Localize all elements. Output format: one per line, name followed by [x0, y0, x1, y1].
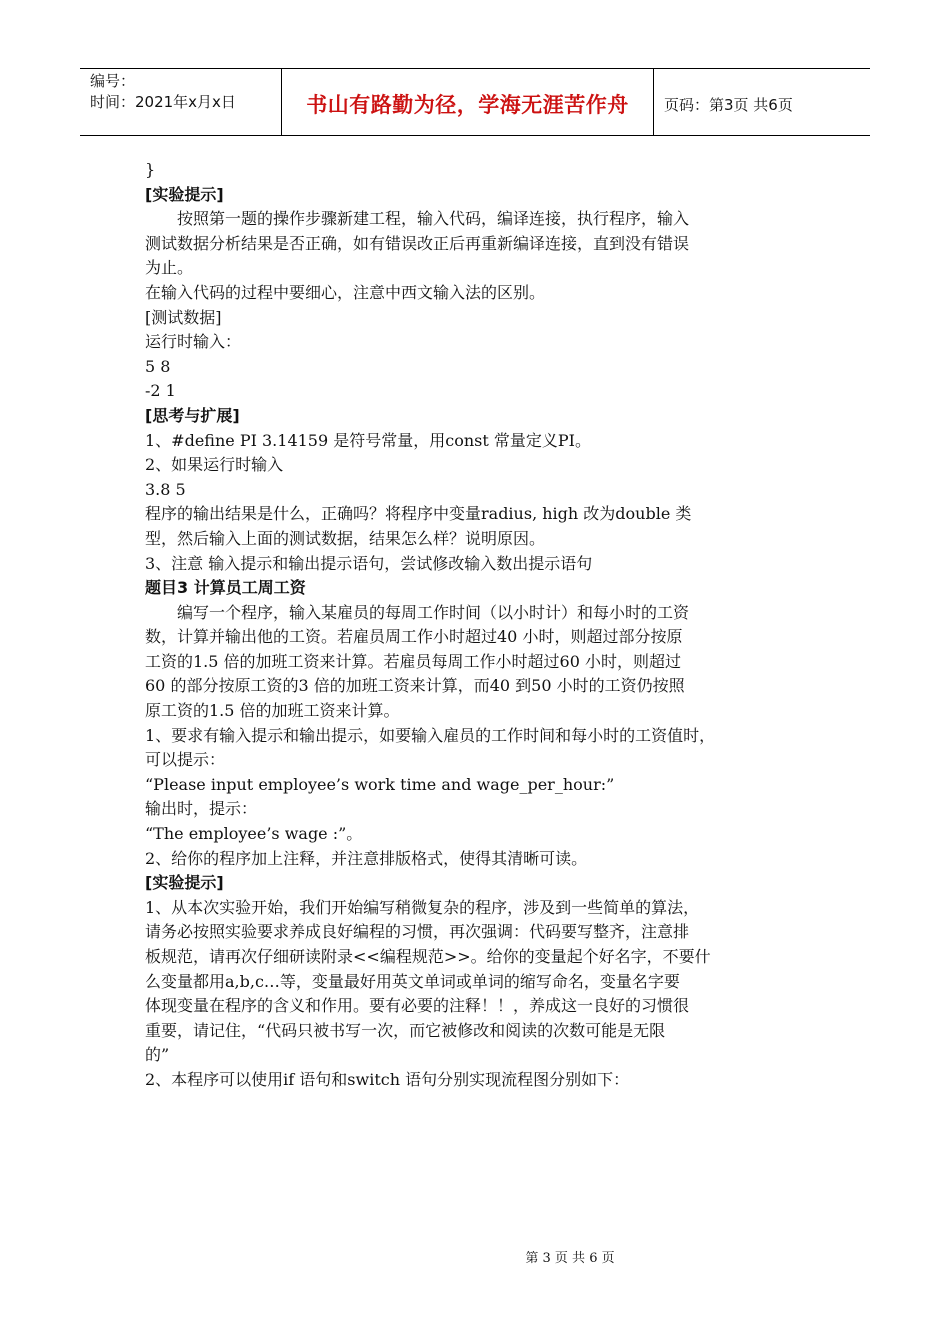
- paragraph-line: 原工资的1.5 倍的加班工资来计算。: [145, 701, 400, 721]
- paragraph-line: 输出时，提示：: [145, 799, 258, 819]
- prompt-text: “The employee’s wage :”。: [145, 824, 363, 844]
- section-heading-think-extend: [思考与扩展]: [145, 405, 240, 425]
- list-item: 3、注意 输入提示和输出提示语句，尝试修改输入数出提示语句: [145, 553, 593, 573]
- footer-page-number: 第 3 页 共 6 页: [525, 1251, 615, 1266]
- header-page-number: 页码：第3页 共6页: [664, 95, 793, 114]
- header-meta: [80, 69, 282, 135]
- page-header: [80, 68, 870, 136]
- problem-title: 题目3 计算员工周工资: [145, 578, 306, 598]
- paragraph-line: 可以提示：: [145, 750, 226, 770]
- paragraph-line: 板规范，请再次仔细研读附录<<编程规范>>。给你的变量起个好名字，不要什: [145, 947, 711, 966]
- list-item: 1、要求有输入提示和输出提示，如要输入雇员的工作时间和每小时的工资值时，: [145, 725, 716, 745]
- paragraph-line: 的”: [145, 1045, 170, 1065]
- paragraph-line: 在输入代码的过程中要细心，注意中西文输入法的区别。: [145, 282, 546, 302]
- header-page-info: [654, 69, 870, 135]
- document-time-label: 时间：2021年x月x日: [90, 93, 236, 111]
- paragraph-line: 为止。: [145, 258, 194, 278]
- test-data-row: 3.8 5: [145, 479, 186, 499]
- paragraph-line: 重要，请记住，“代码只被书写一次，而它被修改和阅读的次数可能是无限: [145, 1020, 666, 1040]
- list-item: 2、本程序可以使用if 语句和switch 语句分别实现流程图分别如下：: [145, 1069, 630, 1089]
- paragraph-line: 工资的1.5 倍的加班工资来计算。若雇员每周工作小时超过60 小时，则超过: [145, 651, 681, 671]
- document-body: [145, 158, 825, 1093]
- section-heading-test-data: [测试数据]: [145, 307, 222, 327]
- paragraph-line: 数，计算并输出他的工资。若雇员周工作小时超过40 小时，则超过部分按原: [145, 627, 683, 647]
- paragraph-line: 60 的部分按原工资的3 倍的加班工资来计算，而40 到50 小时的工资仍按照: [145, 676, 685, 696]
- list-item: 2、如果运行时输入: [145, 455, 284, 475]
- paragraph-line: 型，然后输入上面的测试数据，结果怎么样？说明原因。: [145, 528, 546, 548]
- section-heading-experiment-hint: [实验提示]: [145, 873, 224, 893]
- test-data-row: -2 1: [145, 381, 176, 401]
- test-data-row: 5 8: [145, 356, 171, 376]
- header-motto: 书山有路勤为径，学海无涯苦作舟: [306, 93, 629, 117]
- list-item: 1、从本次实验开始，我们开始编写稍微复杂的程序，涉及到一些简单的算法，: [145, 897, 700, 917]
- paragraph-line: 么变量都用a,b,c…等，变量最好用英文单词或单词的缩写命名，变量名字要: [145, 971, 680, 991]
- header-motto-cell: [282, 69, 654, 135]
- paragraph-line: 编写一个程序，输入某雇员的每周工作时间（以小时计）和每小时的工资: [177, 602, 690, 622]
- document-number-label: 编号：: [90, 72, 136, 90]
- paragraph-line: 请务必按照实验要求养成良好编程的习惯，再次强调：代码要写整齐，注意排: [145, 922, 690, 942]
- code-closing-brace: }: [145, 160, 156, 179]
- section-heading-experiment-hint: [实验提示]: [145, 184, 224, 204]
- paragraph-line: 体现变量在程序的含义和作用。要有必要的注释！！，养成这一良好的习惯很: [145, 996, 690, 1016]
- page-footer: [0, 1247, 950, 1266]
- paragraph-line: 按照第一题的操作步骤新建工程，输入代码，编译连接，执行程序，输入: [177, 209, 690, 229]
- paragraph-line: 测试数据分析结果是否正确，如有错误改正后再重新编译连接，直到没有错误: [145, 233, 690, 253]
- list-item: 2、给你的程序加上注释，并注意排版格式，使得其清晰可读。: [145, 848, 588, 868]
- paragraph-line: 运行时输入：: [145, 332, 242, 352]
- prompt-text: “Please input employee’s work time and wage_per_hour:”: [145, 774, 615, 794]
- paragraph-line: 程序的输出结果是什么，正确吗？将程序中变量radius, high 改为double 类: [145, 504, 692, 524]
- list-item: 1、#define PI 3.14159 是符号常量，用const 常量定义PI。: [145, 430, 591, 450]
